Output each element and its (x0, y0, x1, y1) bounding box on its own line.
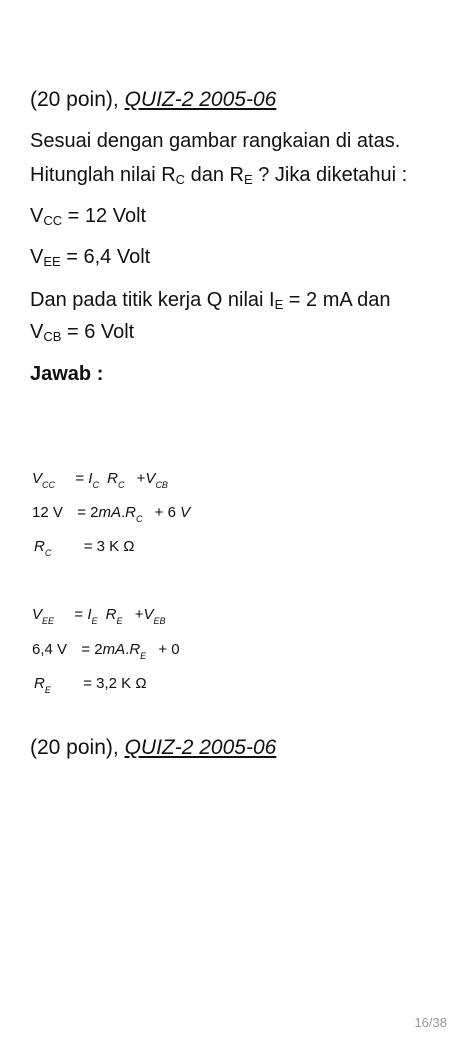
heading-points: (20 poin), (30, 88, 125, 111)
given-vcb: VCB = 6 Volt (30, 321, 135, 344)
question-line-2: Hitunglah nilai RC dan RE ? Jika diketahui : (30, 164, 408, 187)
equation-vcc-subst: 12 $V = 2mA.R_C + 6$ V (32, 504, 191, 524)
given-vee: VEE = 6,4 Volt (30, 246, 151, 269)
equation-vee-subst: 6,4 $V = 2mA.R_E + 0$ (32, 641, 180, 661)
answer-label: Jawab : (30, 363, 104, 385)
section-heading (30, 88, 276, 112)
quiz-link[interactable]: QUIZ-2 2005-06 (124, 88, 277, 111)
page-number: 16/38 (414, 1015, 447, 1030)
section-heading-repeat (30, 736, 276, 760)
result-re: $R_E = 3,2$ K Ω (34, 675, 147, 695)
result-rc: $R_C = 3$ K Ω (34, 538, 135, 558)
equation-vcc: $V_{CC} = I_C$ $R_C +V_{CB}$ (32, 470, 168, 490)
given-ie: Dan pada titik kerja Q nilai IE = 2 mA dan (30, 289, 391, 312)
heading-points: (20 poin), (30, 736, 125, 759)
equation-vee: $V_{EE} = I_E$ $R_E +V_{EB}$ (32, 606, 166, 626)
quiz-link[interactable]: QUIZ-2 2005-06 (124, 736, 277, 759)
question-line-1: Sesuai dengan gambar rangkaian di atas. (30, 130, 401, 152)
given-vcc: VCC = 12 Volt (30, 205, 147, 228)
